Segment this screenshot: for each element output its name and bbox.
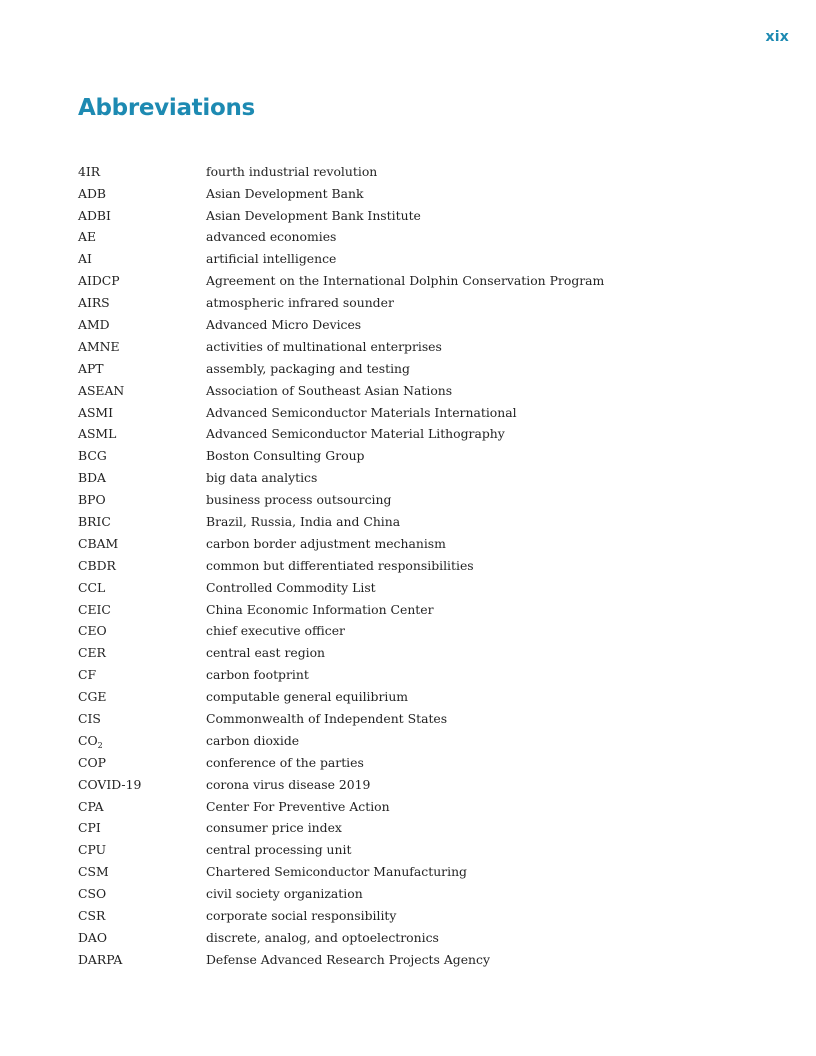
abbreviation-definition: discrete, analog, and optoelectronics xyxy=(206,929,439,945)
abbreviation-definition: Agreement on the International Dolphin Conservation Program xyxy=(206,273,605,289)
abbreviation-definition: corona virus disease 2019 xyxy=(206,776,371,792)
abbreviation-term-text: ADB xyxy=(78,185,106,201)
abbreviation-definition: fourth industrial revolution xyxy=(206,163,378,179)
abbreviation-definition: business process outsourcing xyxy=(206,492,392,508)
abbreviation-term-text: AMNE xyxy=(78,338,120,354)
abbreviation-row xyxy=(78,577,738,599)
abbreviation-row xyxy=(78,424,738,446)
abbreviation-row xyxy=(78,183,738,205)
abbreviation-term xyxy=(78,888,206,900)
abbreviation-definition: corporate social responsibility xyxy=(206,908,397,924)
abbreviation-term xyxy=(78,207,206,223)
abbreviation-term xyxy=(78,338,206,354)
abbreviation-term-text: AE xyxy=(78,229,96,245)
abbreviation-row xyxy=(78,314,738,336)
abbreviation-term-text: CO xyxy=(78,732,98,748)
abbreviation-term xyxy=(78,713,206,725)
abbreviation-term-text: CBAM xyxy=(78,535,119,551)
abbreviation-term xyxy=(78,647,206,659)
abbreviation-term xyxy=(78,929,206,945)
abbreviation-term-text: DARPA xyxy=(78,951,123,967)
abbreviation-term-text: 4IR xyxy=(78,163,101,179)
abbreviation-definition: consumer price index xyxy=(206,820,342,836)
abbreviation-term xyxy=(78,360,206,376)
abbreviation-term-text: CPA xyxy=(78,798,104,814)
abbreviation-row xyxy=(78,511,738,533)
abbreviation-row xyxy=(78,555,738,577)
abbreviation-definition: Chartered Semiconductor Manufacturing xyxy=(206,864,467,880)
abbreviation-definition: atmospheric infrared sounder xyxy=(206,295,394,311)
abbreviation-row xyxy=(78,599,738,621)
abbreviation-term xyxy=(78,185,206,201)
abbreviation-definition: Asian Development Bank Institute xyxy=(206,207,421,223)
abbreviation-term xyxy=(78,822,206,834)
abbreviation-term xyxy=(78,253,206,265)
abbreviation-definition: Boston Consulting Group xyxy=(206,448,365,464)
abbreviation-term-text: DAO xyxy=(78,929,108,945)
abbreviation-row xyxy=(78,664,738,686)
abbreviation-term-text: CPU xyxy=(78,842,107,858)
abbreviation-term-text: BDA xyxy=(78,470,106,486)
abbreviation-definition: Commonwealth of Independent States xyxy=(206,711,448,726)
abbreviation-term xyxy=(78,732,206,750)
abbreviation-row xyxy=(78,621,738,643)
abbreviation-term xyxy=(78,535,206,551)
abbreviation-term xyxy=(78,404,206,420)
abbreviation-term xyxy=(78,316,206,332)
abbreviation-term xyxy=(78,910,206,922)
abbreviation-definition: Asian Development Bank xyxy=(206,185,364,201)
abbreviation-term xyxy=(78,450,206,462)
abbreviation-row xyxy=(78,205,738,227)
abbreviation-term-text: AI xyxy=(78,251,92,267)
abbreviation-term-text: BCG xyxy=(78,448,107,464)
abbreviation-row xyxy=(78,883,738,905)
abbreviation-definition: Brazil, Russia, India and China xyxy=(206,513,401,529)
abbreviation-definition: central processing unit xyxy=(206,842,352,858)
abbreviation-definition: carbon footprint xyxy=(206,667,309,683)
abbreviation-term xyxy=(78,494,206,506)
abbreviation-term xyxy=(78,625,206,637)
abbreviation-term xyxy=(78,163,206,179)
abbreviation-term-text: CSR xyxy=(78,908,106,924)
abbreviation-term xyxy=(78,866,206,878)
abbreviation-term xyxy=(78,275,206,287)
abbreviation-term xyxy=(78,691,206,703)
abbreviation-term-text: APT xyxy=(78,360,104,376)
abbreviation-row xyxy=(78,927,738,949)
abbreviation-term xyxy=(78,513,206,529)
abbreviation-term-text: CBDR xyxy=(78,557,116,573)
abbreviation-definition: assembly, packaging and testing xyxy=(206,360,410,376)
abbreviation-definition: artificial intelligence xyxy=(206,251,337,267)
abbreviation-row xyxy=(78,227,738,249)
abbreviation-row xyxy=(78,533,738,555)
abbreviation-row xyxy=(78,796,738,818)
abbreviation-row xyxy=(78,752,738,774)
abbreviation-term-text: CPI xyxy=(78,820,101,836)
abbreviation-term-text: CSO xyxy=(78,886,107,902)
abbreviation-term xyxy=(78,754,206,770)
abbreviation-definition: Controlled Commodity List xyxy=(206,579,376,595)
abbreviation-definition: central east region xyxy=(206,645,326,661)
abbreviation-definition: Advanced Semiconductor Materials International xyxy=(206,404,517,420)
abbreviation-term-text: ASML xyxy=(78,426,117,442)
abbreviation-definition: civil society organization xyxy=(206,886,363,902)
abbreviation-term xyxy=(78,776,206,792)
abbreviations-list xyxy=(78,161,738,971)
abbreviation-row xyxy=(78,270,738,292)
abbreviation-row xyxy=(78,905,738,927)
abbreviation-term xyxy=(78,557,206,573)
abbreviation-term-text: CGE xyxy=(78,689,107,705)
abbreviation-definition: carbon dioxide xyxy=(206,732,300,748)
abbreviation-term-text: ASMI xyxy=(78,404,114,420)
abbreviation-term-text: CSM xyxy=(78,864,109,880)
abbreviation-row xyxy=(78,358,738,380)
abbreviation-term-text: COVID-19 xyxy=(78,776,142,792)
abbreviation-term-text: CF xyxy=(78,667,97,683)
abbreviation-term-text: AMD xyxy=(78,316,110,332)
abbreviation-row xyxy=(78,489,738,511)
abbreviation-term xyxy=(78,798,206,814)
abbreviation-definition: Advanced Semiconductor Material Lithography xyxy=(206,426,505,442)
abbreviation-term xyxy=(78,472,206,484)
abbreviation-row xyxy=(78,402,738,424)
abbreviation-row xyxy=(78,818,738,840)
abbreviation-definition: Center For Preventive Action xyxy=(206,798,390,814)
abbreviation-row xyxy=(78,643,738,665)
abbreviation-term-subscript: 2 xyxy=(97,740,103,750)
abbreviation-term-text: CEO xyxy=(78,623,107,639)
abbreviation-term-text: COP xyxy=(78,754,106,770)
abbreviation-term xyxy=(78,951,206,967)
abbreviation-definition: advanced economies xyxy=(206,229,337,245)
abbreviation-term-text: AIRS xyxy=(78,295,110,311)
abbreviation-term xyxy=(78,297,206,309)
abbreviation-row xyxy=(78,292,738,314)
abbreviation-row xyxy=(78,161,738,183)
abbreviation-term xyxy=(78,428,206,440)
page-title: Abbreviations xyxy=(78,95,255,121)
abbreviation-term xyxy=(78,601,206,617)
abbreviation-row xyxy=(78,774,738,796)
abbreviation-term xyxy=(78,844,206,856)
abbreviation-term-text: CIS xyxy=(78,711,101,726)
abbreviation-row xyxy=(78,949,738,971)
abbreviation-definition: chief executive officer xyxy=(206,623,345,639)
abbreviation-definition: common but differentiated responsibilities xyxy=(206,557,474,573)
abbreviation-term-text: CER xyxy=(78,645,106,661)
abbreviation-term-text: CEIC xyxy=(78,601,111,617)
abbreviation-row xyxy=(78,686,738,708)
abbreviation-term-text: BRIC xyxy=(78,513,111,529)
abbreviation-definition: carbon border adjustment mechanism xyxy=(206,535,446,551)
abbreviation-row xyxy=(78,840,738,862)
abbreviation-definition: activities of multinational enterprises xyxy=(206,338,442,354)
abbreviation-definition: big data analytics xyxy=(206,470,318,486)
abbreviation-term xyxy=(78,669,206,681)
abbreviation-term xyxy=(78,231,206,243)
abbreviation-term-text: BPO xyxy=(78,492,106,508)
abbreviation-term-text: ADBI xyxy=(78,207,111,223)
abbreviation-term xyxy=(78,579,206,595)
abbreviation-term-text: ASEAN xyxy=(78,382,125,398)
abbreviation-term xyxy=(78,382,206,398)
page-number: xix xyxy=(765,29,789,45)
abbreviation-term-text: AIDCP xyxy=(78,273,120,289)
abbreviation-definition: Defense Advanced Research Projects Agency xyxy=(206,951,490,967)
abbreviation-term-text: CCL xyxy=(78,579,106,595)
abbreviation-row xyxy=(78,708,738,730)
abbreviation-definition: computable general equilibrium xyxy=(206,689,409,705)
abbreviation-row xyxy=(78,730,738,752)
abbreviation-row xyxy=(78,380,738,402)
abbreviation-row xyxy=(78,862,738,884)
abbreviation-definition: China Economic Information Center xyxy=(206,601,434,617)
abbreviation-row xyxy=(78,249,738,271)
abbreviation-row xyxy=(78,467,738,489)
abbreviation-definition: Association of Southeast Asian Nations xyxy=(206,382,453,398)
abbreviation-definition: conference of the parties xyxy=(206,754,364,770)
abbreviation-row xyxy=(78,336,738,358)
abbreviation-row xyxy=(78,446,738,468)
abbreviation-definition: Advanced Micro Devices xyxy=(206,316,362,332)
